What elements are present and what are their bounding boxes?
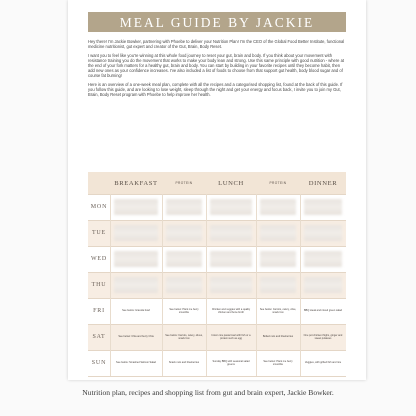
column-header-breakfast: BREAKFAST	[110, 172, 162, 194]
day-label-thu: THU	[91, 282, 107, 288]
blurred-meal-cell	[260, 199, 296, 215]
blurred-meal-cell	[210, 199, 252, 215]
meal-cell: See below: Chia and berry Chia	[118, 335, 154, 339]
meal-cell: See below: Plant me berry smoothie	[169, 307, 199, 314]
blurred-meal-cell	[210, 225, 252, 241]
row-divider	[88, 376, 346, 377]
column-header-blank	[88, 172, 110, 194]
day-label-wed: WED	[90, 256, 108, 262]
meal-plan-table	[88, 172, 346, 376]
blurred-meal-cell	[304, 251, 342, 267]
meal-cell: See below: Carrots, celery, olives, snack box	[165, 333, 203, 340]
day-label-mon: MON	[90, 204, 108, 210]
day-label-fri: FRI	[93, 308, 105, 314]
row-divider	[88, 220, 346, 221]
intro-text	[88, 39, 346, 101]
column-divider	[256, 194, 257, 376]
meal-cell: One pot chicken thighs, ginger and sweet potatoes	[303, 333, 343, 340]
row-divider	[88, 194, 346, 195]
row-divider	[88, 272, 346, 273]
column-header-dinner: DINNER	[300, 172, 346, 194]
intro-paragraph: Hey there! I'm Jackie Bowker, partnering with Phoebe to deliver your Nutrition Plan! I'm the CEO of the Global Food Better Institute, functional medicine nutritionist, gut expert and creator of the Gut, Brain, Body Reset.	[88, 39, 345, 50]
meal-cell: brown rice pasta bowl with fish or a protein such as egg	[211, 333, 251, 340]
column-header-protein: PROTEIN	[256, 172, 300, 194]
blurred-meal-cell	[260, 277, 296, 293]
meal-cell: Chicken and veggies with a quality chicken and bone broth	[211, 307, 251, 314]
day-label-tue: TUE	[91, 230, 107, 236]
meal-cell: Boiled nuts and blueberries	[262, 335, 294, 339]
image-caption: Nutrition plan, recipes and shopping list from gut and brain expert, Jackie Bowker.	[82, 388, 334, 397]
blurred-meal-cell	[114, 277, 158, 293]
blurred-meal-cell	[304, 199, 342, 215]
blurred-meal-cell	[260, 251, 296, 267]
row-divider	[88, 246, 346, 247]
blurred-meal-cell	[260, 225, 296, 241]
column-divider	[300, 194, 301, 376]
intro-paragraph: Here is an overview of a one-week meal plan, complete with all the recipes and a categorised shopping list, found at the back of this guide. If you follow this guide, and are looking to lose weight, sleep through the night and get your energy and focus back, I invite you to join my Gut, Brain, Body Reset program with Phoebe to help improve her health.	[88, 81, 343, 98]
meal-cell: See below: Carrots, celery, olive, snack box	[259, 307, 297, 314]
meal-cell: See below: Granola bowl	[122, 309, 150, 313]
meal-cell: Veggies, with grilled fish and rice	[304, 361, 342, 365]
blurred-meal-cell	[166, 199, 202, 215]
blurred-meal-cell	[304, 225, 342, 241]
blurred-meal-cell	[114, 225, 158, 241]
day-label-sat: SAT	[92, 334, 106, 340]
blurred-meal-cell	[166, 277, 202, 293]
document-title: MEAL GUIDE BY JACKIE	[88, 12, 346, 32]
row-divider	[88, 298, 346, 299]
meal-cell: See below: Smashed Salmon Salad	[116, 361, 156, 365]
row-divider	[88, 324, 346, 325]
blurred-meal-cell	[210, 277, 252, 293]
blurred-meal-cell	[166, 225, 202, 241]
intro-paragraph: I want you to feel like you're winning at this whole food journey to reset your gut, brain and body. If you think about your movement with resistance training you do the movement that works to make your body lean and strong. Use this same principle with good nutrition - where at the end of your fork matters for a healthy gut, brain and body. You can start by building in your favorite recipes until they become habit, then add new ones as your confidence increases. I've also included a list of foods to choose from that support gut health, body blood sugar and of course fat burning!	[88, 52, 344, 79]
row-divider	[88, 350, 346, 351]
blurred-meal-cell	[304, 277, 342, 293]
column-header-lunch: LUNCH	[206, 172, 256, 194]
column-divider	[206, 194, 207, 376]
column-divider	[162, 194, 163, 376]
day-label-sun: SUN	[91, 360, 107, 366]
column-divider	[110, 194, 111, 376]
meal-cell: Sunday BBQ with seasonal salad greens	[212, 359, 250, 366]
blurred-meal-cell	[210, 251, 252, 267]
blurred-meal-cell	[114, 199, 158, 215]
meal-cell: See below: Plant me berry smoothie	[263, 359, 293, 366]
meal-cell: Snack nuts and blueberries	[168, 361, 200, 365]
document-page	[68, 0, 366, 380]
blurred-meal-cell	[114, 251, 158, 267]
column-header-protein: PROTEIN	[162, 172, 206, 194]
meal-cell: BBQ steak and mixed green salad	[304, 309, 342, 313]
blurred-meal-cell	[166, 251, 202, 267]
